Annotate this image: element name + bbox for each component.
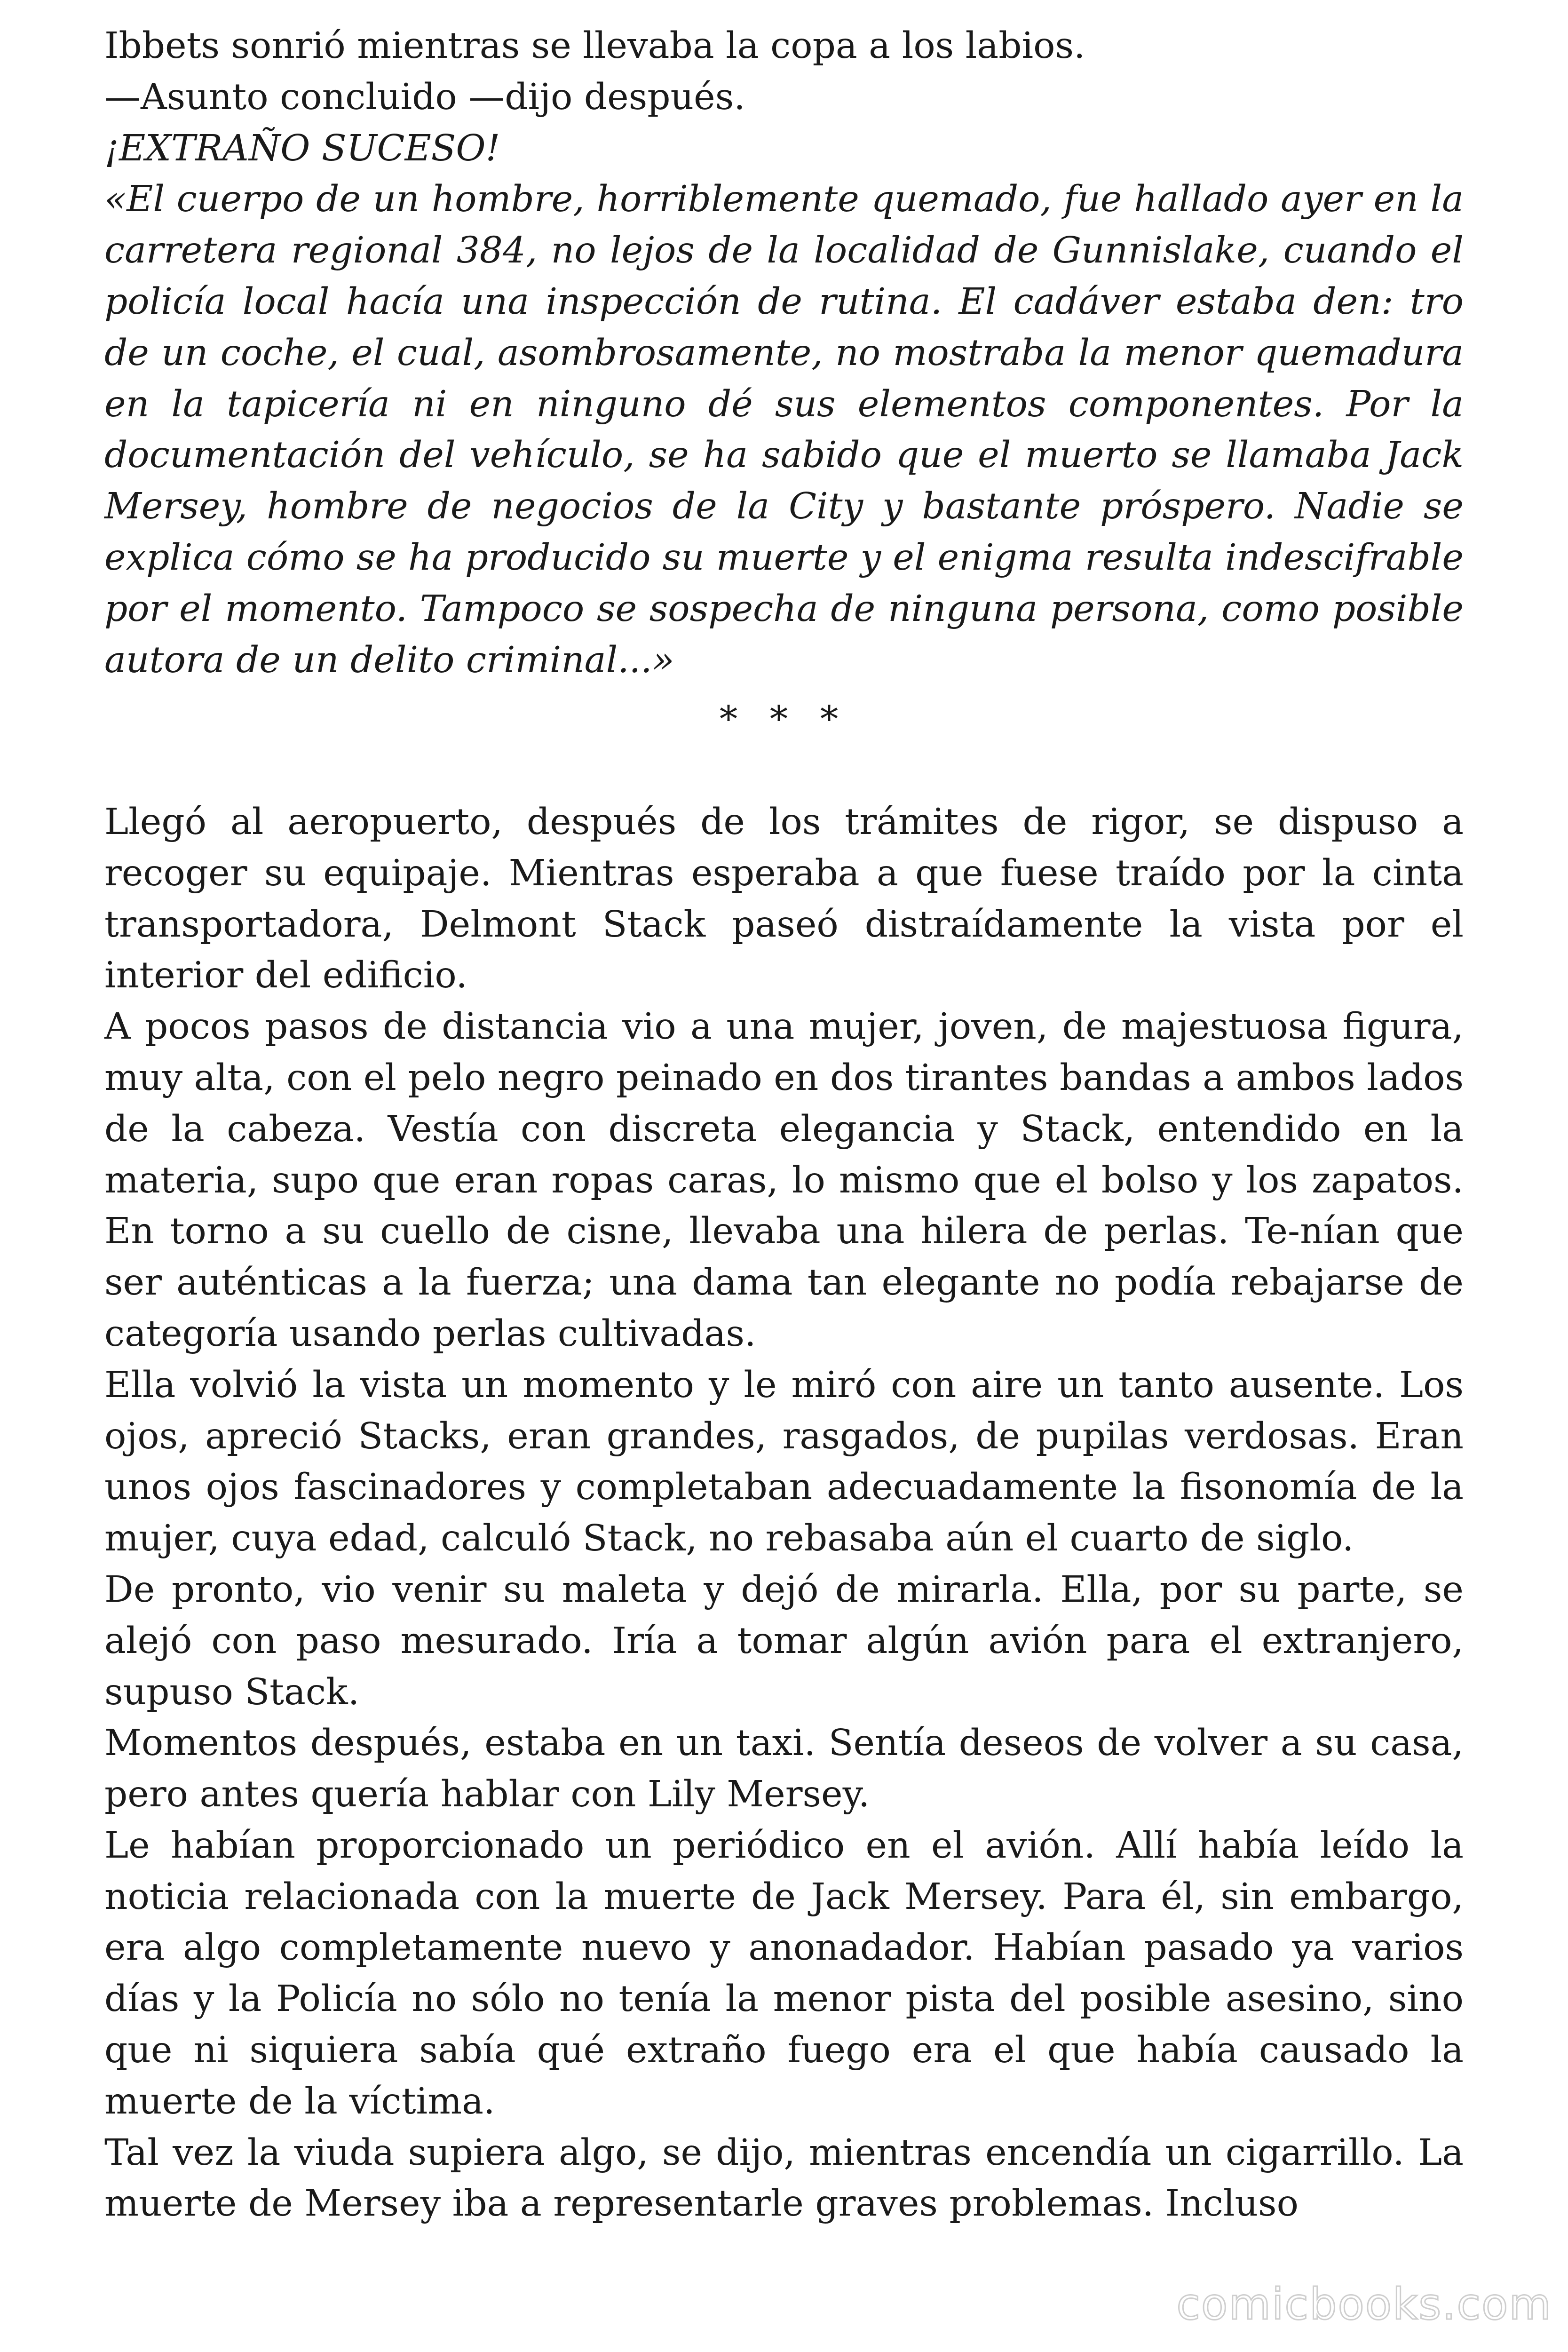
scene-break: * * *: [719, 699, 849, 741]
paragraph-eyes: Ella volvió la vista un momento y le miró con aire un tanto ausente. Los ojos, apreció Stacks, eran grandes, rasgados, de pupilas verdosas. Eran unos ojos fascinadores y completaban adecuadamente la fisonomía de la mujer, cuya edad, calculó Stack, no rebasaba aún el cuarto de siglo.: [104, 1364, 1464, 1560]
section-spacer: [104, 746, 1464, 797]
paragraph-widow: Tal vez la viuda supiera algo, se dijo, mientras encendía un cigarrillo. La muerte de Mersey iba a representarle graves problemas. Incluso: [104, 2131, 1464, 2225]
paragraph-newspaper: Le habían proporcionado un periódico en el avión. Allí había leído la noticia relacionada con la muerte de Jack Mersey. Para él, sin embargo, era algo completamente nuevo y anonadador. Habían pasado ya varios días y la Policía no sólo no tenía la menor pista del posible asesino, sino que ni siquiera sabía qué extraño fuego era el que había causado la muerte de la víctima.: [104, 1824, 1464, 2122]
paragraph-taxi: Momentos después, estaba en un taxi. Sentía deseos de volver a su casa, pero antes quería hablar con Lily Mersey.: [104, 1722, 1464, 1816]
dialogue-line: —Asunto concluido —dijo después.: [104, 76, 745, 118]
paragraph-suitcase: De pronto, vio venir su maleta y dejó de mirarla. Ella, por su parte, se alejó con paso mesurado. Iría a tomar algún avión para el extranjero, supuso Stack.: [104, 1568, 1464, 1713]
news-headline: ¡EXTRAÑO SUCESO!: [104, 127, 500, 169]
text-column: [104, 21, 1464, 2230]
watermark-logo: comicbooks.com: [1176, 2279, 1552, 2329]
news-report: «El cuerpo de un hombre, horriblemente quemado, fue hallado ayer en la carretera regional 384, no lejos de la localidad de Gunnislake, cuando el policía local hacía una inspección de rutina. El cadáver estaba den: tro de un coche, el cual, asombrosamente, no mostraba la menor quemadura en la tapicería ni en ninguno dé sus elementos componentes. Por la documentación del vehículo, se ha sabido que el muerto se llamaba Jack Mersey, hombre de negocios de la City y bastante próspero. Nadie se explica cómo se ha producido su muerte y el enigma resulta indescifrable por el momento. Tampoco se sospecha de ninguna persona, como posible autora de un delito criminal...»: [104, 178, 1464, 681]
paragraph-airport: Llegó al aeropuerto, después de los trámites de rigor, se dispuso a recoger su equipaje. Mientras esperaba a que fuese traído por la cinta transportadora, Delmont Stack paseó distraídamente la vista por el interior del edificio.: [104, 801, 1464, 997]
paragraph-woman: A pocos pasos de distancia vio a una mujer, joven, de majestuosa figura, muy alta, con el pelo negro peinado en dos tirantes bandas a ambos lados de la cabeza. Vestía con discreta elegancia y Stack, entendido en la materia, supo que eran ropas caras, lo mismo que el bolso y los zapatos. En torno a su cuello de cisne, llevaba una hilera de perlas. Te-nían que ser auténticas a la fuerza; una dama tan elegante no podía rebajarse de categoría usando perlas cultivadas.: [104, 1006, 1464, 1355]
opening-sentence: Ibbets sonrió mientras se llevaba la copa a los labios.: [104, 25, 1085, 67]
